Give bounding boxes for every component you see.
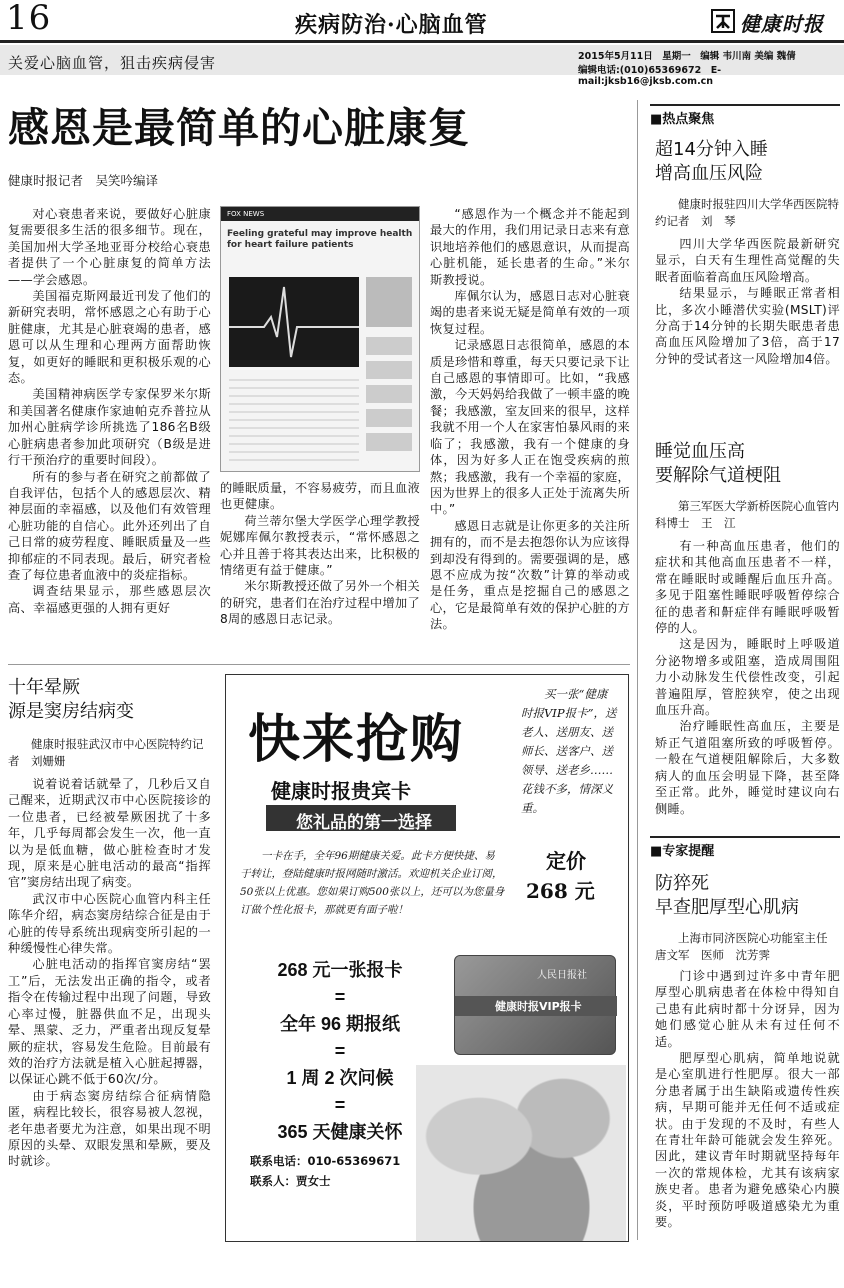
heartbeat-icon — [229, 277, 359, 367]
sidebar-a3-title-1: 防猝死 — [655, 873, 709, 894]
fox-news-image — [220, 206, 420, 472]
ad-price-label: 定价 — [546, 849, 586, 873]
sidebar-a2-body — [655, 538, 840, 817]
sidebar-rule — [650, 104, 840, 106]
sidebar-a2-title-2: 要解除气道梗阻 — [655, 465, 781, 486]
eq-line: = — [334, 1041, 346, 1061]
ad-headline: 快来抢购 — [248, 709, 465, 770]
expert-rule — [650, 836, 840, 838]
main-col1 — [8, 206, 211, 616]
hot-label: ■热点聚焦 — [650, 112, 715, 127]
sidebar-a3-title-2: 早查肥厚型心肌病 — [655, 897, 799, 918]
ad-right-text: 买一张“健康时报VIP报卡”，送老人、送朋友、送师长、送客户、送领导、送老乡……花钱不多，情深义重。 — [521, 687, 617, 815]
section-divider — [8, 664, 630, 665]
sidebar-thumbnails — [366, 337, 412, 457]
sidebar-a1-title-1: 超14分钟入睡 — [655, 139, 768, 160]
eq-line: 365 天健康关怀 — [277, 1122, 403, 1142]
paragraph: 武汉市中心医院心血管内科主任陈华介绍，病态窦房结综合征是由于心脏的传导系统出现病变所引起的一种缓慢性心律失常。 — [8, 891, 211, 956]
header-date: 2015年5月11日 星期一 编辑 韦川南 美编 魏倩 — [578, 51, 796, 62]
sidebar-a1-body — [655, 236, 840, 367]
paragraph: 心脏电活动的指挥官窦房结“罢工”后，无法发出正确的指令，或者指令在传输过程中出现了问题，导致心率过慢，脏器供血不足，出现头晕、黑蒙、乏力，严重者出现反复晕厥的症状，容易发生危险。目前最有效的治疗方法就是植入心脏起搏器，以保证心跳不低于60次/分。 — [8, 957, 211, 1087]
fox-news-headline: Feeling grateful may improve health for heart failure patients — [227, 229, 413, 250]
vip-card-image — [454, 955, 616, 1055]
main-byline: 健康时报记者 吴笑吟编译 — [8, 173, 159, 188]
page-number: 16 — [6, 0, 52, 38]
paragraph: 所有的参与者在研究之前都做了自我评估，包括个人的感恩层次、精神层面的幸福感，以及他们有效管理心脏功能的自信心。此外还列出了自己日常的疲劳程度、睡眠质量及一些抑郁症的不同表现。最后，研究者检查了每位患者血液中的炎症指标。 — [8, 469, 211, 582]
eq-line: 1 周 2 次问候 — [286, 1068, 394, 1088]
ad-equation — [240, 957, 440, 1146]
fox-news-bar: FOX NEWS — [221, 207, 419, 221]
ad-subtitle: 健康时报贵宾卡 — [271, 779, 411, 803]
card-brand: 人民日报社 — [537, 970, 587, 981]
sidebar-a1-title-2: 增高血压风险 — [655, 163, 763, 184]
eq-line: = — [334, 987, 346, 1007]
paragraph: 库佩尔认为，感恩日志对心脏衰竭的患者来说无疑是简单有效的一项恢复过程。 — [430, 289, 630, 336]
paragraph: 荷兰蒂尔堡大学医学心理学教授妮娜库佩尔教授表示，“常怀感恩之心并且善于将其表达出来，比积极的情绪更有益于健康。” — [220, 513, 420, 578]
paragraph: 四川大学华西医院最新研究显示，白天有生理性高觉醒的失眠者面临着高血压风险增高。 — [655, 237, 840, 284]
paragraph: 米尔斯教授还做了另外一个相关的研究，患者们在治疗过程中增加了8周的感恩日志记录。 — [220, 579, 420, 627]
header-slogan: 关爱心脑血管，狙击疾病侵害 — [8, 54, 217, 72]
paragraph: 调查结果显示，那些感恩层次高、幸福感更强的人拥有更好 — [8, 584, 211, 615]
blurred-thumbnail — [366, 277, 412, 327]
paragraph: 有一种高血压患者，他们的症状和其他高血压患者不一样，常在睡眠时或睡醒后血压升高。多见于阻塞性睡眠呼吸暂停综合征的患者和鼾症伴有睡眠呼吸暂停的人。 — [655, 539, 840, 636]
ad-mid-text: 一卡在手，全年96期健康关爱。此卡方便快捷、易于转让，登陆健康时报网随时激活。欢迎机关企业订阅，50张以上优惠。您如果订购500张以上，还可以为您量身订做个性化报卡，那就更有面子啦！ — [240, 850, 505, 916]
paragraph: 美国精神病医学专家保罗米尔斯和美国著名健康作家迪帕克乔普拉从加州心脏病学诊所挑选了186名B级心脏病患者参加此项研究（B级是进行干预治疗的重要时间段）。 — [8, 387, 211, 468]
vip-card-ad — [225, 674, 629, 1242]
paragraph: 由于病态窦房结综合征病情隐匿，病程比较长，很容易被人忽视，老年患者要尤为注意，如果出现不明原因的头晕、双眼发黑和晕厥，要及时就诊。 — [8, 1088, 211, 1169]
article2-title-1: 十年晕厥 — [8, 677, 80, 698]
newspaper-logo — [700, 6, 838, 36]
paragraph: 记录感恩日志很简单，感恩的本质是珍惜和尊重，每天只要记录下让自己感恩的事情即可。比如，“我感激，今天妈妈给我做了一顿丰盛的晚餐；我感激，室友回来的很早，这样我就不用一个人在家害怕暴风雨的来临了；我感激，我有一个健康的身体，因为好多人正在饱受疾病的煎熬；我感激，我有一个幸福的家庭，因为世界上的很多人正处于流离失所中。” — [430, 338, 630, 517]
article2-title-2: 源是窦房结病变 — [8, 701, 134, 722]
paragraph: 结果显示，与睡眠正常者相比，多次小睡潜伏实验(MSLT)评分高于14分钟的长期失眠患者患高血压风险增加了3倍，高于17分钟的受试者这一风险增加4倍。 — [655, 286, 840, 366]
paragraph: 的睡眠质量，不容易疲劳，而且血液也更健康。 — [220, 481, 420, 512]
column-divider — [637, 100, 638, 1240]
article-text-lines — [229, 379, 359, 465]
paragraph: 美国福克斯网最近刊发了他们的新研究表明，常怀感恩之心有助于心脏健康，尤其是心脏衰竭的患者，感恩可以从生理和心理两方面帮助恢复，如更好的睡眠和更积极乐观的心态。 — [8, 289, 211, 386]
ad-phone: 联系电话：010-65369671 — [250, 1154, 401, 1168]
article2-body — [8, 776, 211, 1170]
main-col2 — [220, 480, 420, 628]
header-contact: 编辑电话:(010)65369672 E-mail:jksb16@jksb.com.cn — [578, 65, 722, 87]
paragraph: 对心衰患者来说，要做好心脏康复需要很多生活的很多细节。现在，美国加州大学圣地亚哥分校给心衰患者提供了一个心脏康复的简单方法——学会感恩。 — [8, 207, 211, 287]
card-label: 健康时报VIP报卡 — [495, 1000, 582, 1013]
sidebar-a1-byline: 健康时报驻四川大学华西医院特约记者 刘 琴 — [655, 197, 839, 228]
sidebar-a2-title-1: 睡觉血压高 — [655, 441, 745, 462]
ad-contact: 联系人：贾女士 — [250, 1174, 331, 1188]
section-title: 疾病防治·心脑血管 — [295, 12, 488, 38]
paragraph: 感恩日志就是让你更多的关注所拥有的，而不是去抱怨你认为应该得到却没有得到的。需要强调的是，感恩不应成为按“次数”计算的举动或是任务，重点是挖掘自己的感恩之心，它是最简单有效的保护心脏的方法。 — [430, 518, 630, 632]
logo-text: 健康时报 — [740, 12, 824, 36]
expert-label: ■专家提醒 — [650, 844, 715, 859]
paragraph: 门诊中遇到过许多中青年肥厚型心肌病患者在体检中得知自己患有此病时都十分讶异，因为她们感觉心脏从未有过任何不适。 — [655, 969, 840, 1049]
logo-mark-icon — [710, 8, 736, 34]
header-rule — [0, 40, 844, 43]
eq-line: 268 元一张报卡 — [277, 960, 403, 980]
eq-line: = — [334, 1095, 346, 1115]
paragraph: “感恩作为一个概念并不能起到最大的作用，我们用记录日志来有意识地培养他们的感恩意识，从而提高心脏机能，延长患者的生命。”米尔斯教授说。 — [430, 207, 630, 287]
paragraph: 肥厚型心肌病，简单地说就是心室肌进行性肥厚。很大一部分患者属于出生缺陷或遗传性疾病，早期可能并无任何不适或症状。由于发现的不及时，有些人在青壮年龄可能就会发生猝死。因此，建议青年时期就坚持每年一次的常规体检，尤其有该病家族史者。患者为避免感染心内膜炎，平时预防呼吸道感染尤为重要。 — [655, 1051, 840, 1230]
ad-banner-text: 您礼品的第一选择 — [296, 813, 432, 833]
eq-line: 全年 96 期报纸 — [279, 1014, 401, 1034]
main-headline: 感恩是最简单的心脏康复 — [8, 104, 470, 152]
ad-photo-people — [416, 1065, 626, 1242]
paragraph: 治疗睡眠性高血压，主要是矫正气道阻塞所致的呼吸暂停。一般在气道梗阻解除后，大多数病人的血压会明显下降，甚至降至正常。此外，睡觉时建议向右侧睡。 — [655, 719, 840, 816]
main-col3 — [430, 206, 630, 633]
sidebar-a2-byline: 第三军医大学新桥医院心血管内科博士 王 江 — [655, 499, 839, 530]
paragraph: 这是因为，睡眠时上呼吸道分泌物增多或阻塞，造成周围阻力小动脉发生代偿性改变，引起普遍阻厚，管腔狭窄，使之出现血压升高。 — [655, 637, 840, 718]
article2-byline: 健康时报驻武汉市中心医院特约记者 刘姗姗 — [8, 737, 204, 768]
sidebar-a3-byline: 上海市同济医院心功能室主任 唐文军 医师 沈芳霁 — [655, 931, 839, 962]
paragraph: 说着说着话就晕了，几秒后又自己醒来，近期武汉市中心医院接诊的一位患者，已经被晕厥困扰了十多年，几乎每周都会发生一次，他一直以为是低血糖，做心脏检查时才发现，原来是心脏电活动的最高“指挥官”窦房结出现了病变。 — [8, 777, 211, 890]
sidebar-a3-body — [655, 968, 840, 1231]
ad-price: 268 元 — [526, 879, 595, 903]
